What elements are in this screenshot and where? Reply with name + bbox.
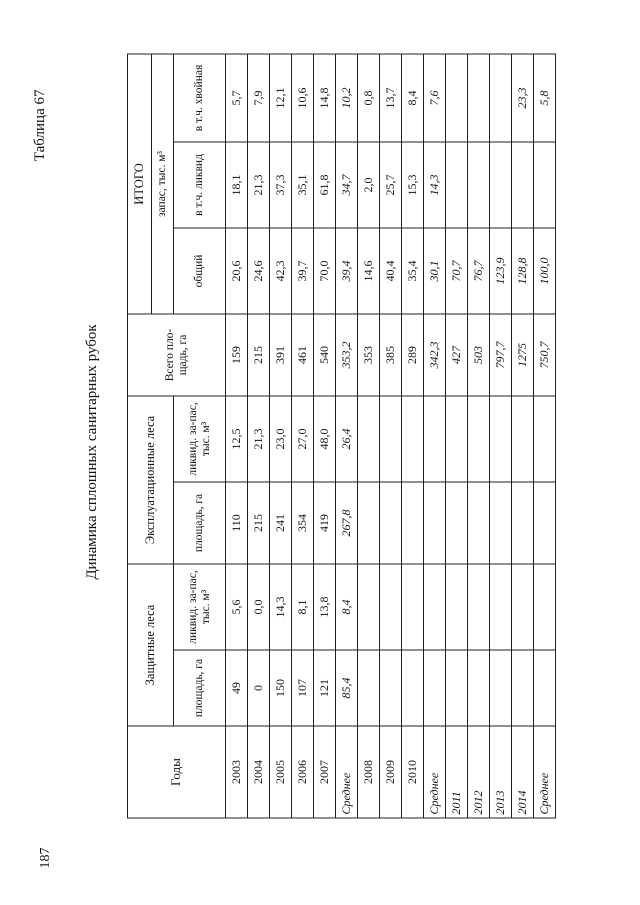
total-area-cell: 797,7	[490, 314, 512, 396]
exploitation-liquid-cell	[380, 396, 402, 482]
stock-general-cell: 39,4	[336, 228, 358, 314]
stock-conifer-cell: 12,1	[270, 54, 292, 142]
table-row	[446, 54, 468, 818]
header-protective: Защитные леса	[128, 564, 174, 726]
data-table	[127, 53, 556, 818]
protective-liquid-cell	[512, 564, 534, 650]
stock-general-cell: 100,0	[534, 228, 556, 314]
protective-liquid-cell: 8,1	[292, 564, 314, 650]
protective-liquid-cell: 5,6	[226, 564, 248, 650]
table-row	[270, 54, 292, 818]
exploitation-area-cell: 110	[226, 482, 248, 564]
stock-liquid-cell: 25,7	[380, 142, 402, 228]
total-area-cell: 353,2	[336, 314, 358, 396]
stock-general-cell: 35,4	[402, 228, 424, 314]
stock-liquid-cell: 35,1	[292, 142, 314, 228]
exploitation-area-cell	[468, 482, 490, 564]
stock-conifer-cell: 10,2	[336, 54, 358, 142]
year-cell: 2005	[270, 726, 292, 818]
total-area-cell: 215	[248, 314, 270, 396]
protective-liquid-cell	[446, 564, 468, 650]
year-cell: 2008	[358, 726, 380, 818]
stock-liquid-cell: 2,0	[358, 142, 380, 228]
exploitation-liquid-cell	[512, 396, 534, 482]
table-label: Таблица 67	[32, 89, 48, 162]
header-exploitation-liquid: ликвид. за-пас, тыс. м³	[174, 396, 226, 482]
protective-liquid-cell	[534, 564, 556, 650]
year-cell: 2009	[380, 726, 402, 818]
table-row	[512, 54, 534, 818]
year-cell: Среднее	[336, 726, 358, 818]
stock-liquid-cell: 14,3	[424, 142, 446, 228]
stock-conifer-cell	[468, 54, 490, 142]
exploitation-liquid-cell: 48,0	[314, 396, 336, 482]
protective-area-cell	[424, 650, 446, 726]
stock-general-cell: 39,7	[292, 228, 314, 314]
exploitation-area-cell	[402, 482, 424, 564]
year-cell: 2011	[446, 726, 468, 818]
exploitation-liquid-cell: 23,0	[270, 396, 292, 482]
total-area-cell: 461	[292, 314, 314, 396]
total-area-cell: 159	[226, 314, 248, 396]
exploitation-liquid-cell	[446, 396, 468, 482]
stock-liquid-cell	[534, 142, 556, 228]
exploitation-area-cell: 354	[292, 482, 314, 564]
total-area-cell: 1275	[512, 314, 534, 396]
stock-conifer-cell	[446, 54, 468, 142]
total-area-cell: 289	[402, 314, 424, 396]
table-row	[336, 54, 358, 818]
protective-liquid-cell: 0,0	[248, 564, 270, 650]
total-area-cell: 427	[446, 314, 468, 396]
stock-general-cell: 70,7	[446, 228, 468, 314]
exploitation-area-cell: 419	[314, 482, 336, 564]
exploitation-liquid-cell	[490, 396, 512, 482]
protective-liquid-cell: 13,8	[314, 564, 336, 650]
total-area-cell: 353	[358, 314, 380, 396]
exploitation-area-cell	[490, 482, 512, 564]
protective-liquid-cell	[402, 564, 424, 650]
protective-liquid-cell	[424, 564, 446, 650]
stock-general-cell: 76,7	[468, 228, 490, 314]
protective-area-cell	[358, 650, 380, 726]
protective-liquid-cell	[468, 564, 490, 650]
total-area-cell: 385	[380, 314, 402, 396]
stock-liquid-cell	[512, 142, 534, 228]
stock-general-cell: 42,3	[270, 228, 292, 314]
exploitation-liquid-cell: 27,0	[292, 396, 314, 482]
exploitation-area-cell	[446, 482, 468, 564]
header-incl-conifer: в т.ч. хвойная	[174, 54, 226, 142]
page-number: 187	[38, 847, 53, 869]
header-stock: запас, тыс. м³	[152, 54, 174, 314]
table-row	[226, 54, 248, 818]
protective-liquid-cell	[358, 564, 380, 650]
total-area-cell: 503	[468, 314, 490, 396]
year-cell: 2012	[468, 726, 490, 818]
table-row	[380, 54, 402, 818]
protective-area-cell: 85,4	[336, 650, 358, 726]
stock-liquid-cell: 15,3	[402, 142, 424, 228]
table-row	[468, 54, 490, 818]
stock-general-cell: 128,8	[512, 228, 534, 314]
exploitation-area-cell	[424, 482, 446, 564]
exploitation-area-cell	[380, 482, 402, 564]
stock-conifer-cell: 23,3	[512, 54, 534, 142]
exploitation-area-cell: 241	[270, 482, 292, 564]
table-row	[292, 54, 314, 818]
stock-general-cell: 40,4	[380, 228, 402, 314]
stock-liquid-cell	[490, 142, 512, 228]
header-incl-liquid: в т.ч. ликвид	[174, 142, 226, 228]
stock-general-cell: 20,6	[226, 228, 248, 314]
stock-liquid-cell	[468, 142, 490, 228]
year-cell: 2014	[512, 726, 534, 818]
stock-general-cell: 30,1	[424, 228, 446, 314]
stock-conifer-cell	[490, 54, 512, 142]
protective-liquid-cell	[380, 564, 402, 650]
stock-liquid-cell: 61,8	[314, 142, 336, 228]
table-row	[314, 54, 336, 818]
exploitation-liquid-cell: 21,3	[248, 396, 270, 482]
stock-general-cell: 14,6	[358, 228, 380, 314]
year-cell: Среднее	[534, 726, 556, 818]
header-protective-area: площадь, га	[174, 650, 226, 726]
protective-liquid-cell: 8,4	[336, 564, 358, 650]
year-cell: 2004	[248, 726, 270, 818]
exploitation-area-cell	[534, 482, 556, 564]
total-area-cell: 342,3	[424, 314, 446, 396]
stock-conifer-cell: 13,7	[380, 54, 402, 142]
stock-conifer-cell: 5,8	[534, 54, 556, 142]
year-cell: 2010	[402, 726, 424, 818]
table-row	[534, 54, 556, 818]
year-cell: 2013	[490, 726, 512, 818]
exploitation-area-cell	[358, 482, 380, 564]
header-years: Годы	[128, 726, 226, 818]
protective-liquid-cell	[490, 564, 512, 650]
stock-conifer-cell: 10,6	[292, 54, 314, 142]
stock-liquid-cell: 37,3	[270, 142, 292, 228]
stock-general-cell: 70,0	[314, 228, 336, 314]
table-row	[358, 54, 380, 818]
year-cell: Среднее	[424, 726, 446, 818]
page-title: Динамика сплошных санитарных рубок	[84, 324, 100, 580]
year-cell: 2007	[314, 726, 336, 818]
table-row	[490, 54, 512, 818]
protective-area-cell	[490, 650, 512, 726]
header-protective-liquid: ликвид. за-пас, тыс. м³	[174, 564, 226, 650]
stock-liquid-cell	[446, 142, 468, 228]
header-exploitation-area: площадь, га	[174, 482, 226, 564]
protective-area-cell: 0	[248, 650, 270, 726]
stock-conifer-cell: 8,4	[402, 54, 424, 142]
protective-area-cell	[534, 650, 556, 726]
exploitation-liquid-cell	[402, 396, 424, 482]
stock-general-cell: 24,6	[248, 228, 270, 314]
protective-area-cell	[380, 650, 402, 726]
exploitation-liquid-cell: 12,5	[226, 396, 248, 482]
header-itogo: ИТОГО	[128, 54, 152, 314]
protective-area-cell	[468, 650, 490, 726]
protective-area-cell	[446, 650, 468, 726]
exploitation-area-cell	[512, 482, 534, 564]
protective-area-cell	[402, 650, 424, 726]
exploitation-liquid-cell	[534, 396, 556, 482]
protective-area-cell: 49	[226, 650, 248, 726]
exploitation-area-cell: 215	[248, 482, 270, 564]
header-exploitation: Эксплуатационные леса	[128, 396, 174, 564]
total-area-cell: 750,7	[534, 314, 556, 396]
stock-liquid-cell: 21,3	[248, 142, 270, 228]
total-area-cell: 391	[270, 314, 292, 396]
protective-area-cell	[512, 650, 534, 726]
stock-conifer-cell: 0,8	[358, 54, 380, 142]
protective-area-cell: 150	[270, 650, 292, 726]
exploitation-liquid-cell	[468, 396, 490, 482]
stock-conifer-cell: 7,6	[424, 54, 446, 142]
protective-liquid-cell: 14,3	[270, 564, 292, 650]
protective-area-cell: 121	[314, 650, 336, 726]
exploitation-liquid-cell: 26,4	[336, 396, 358, 482]
header-general: общий	[174, 228, 226, 314]
table-row	[248, 54, 270, 818]
protective-area-cell: 107	[292, 650, 314, 726]
stock-liquid-cell: 34,7	[336, 142, 358, 228]
header-total-area: Всего пло-щадь, га	[128, 314, 226, 396]
stock-conifer-cell: 7,9	[248, 54, 270, 142]
year-cell: 2006	[292, 726, 314, 818]
exploitation-liquid-cell	[424, 396, 446, 482]
stock-conifer-cell: 5,7	[226, 54, 248, 142]
table-body	[226, 54, 556, 818]
exploitation-liquid-cell	[358, 396, 380, 482]
stock-general-cell: 123,9	[490, 228, 512, 314]
stock-liquid-cell: 18,1	[226, 142, 248, 228]
table-row	[402, 54, 424, 818]
exploitation-area-cell: 267,8	[336, 482, 358, 564]
stock-conifer-cell: 14,8	[314, 54, 336, 142]
total-area-cell: 540	[314, 314, 336, 396]
year-cell: 2003	[226, 726, 248, 818]
table-row	[424, 54, 446, 818]
